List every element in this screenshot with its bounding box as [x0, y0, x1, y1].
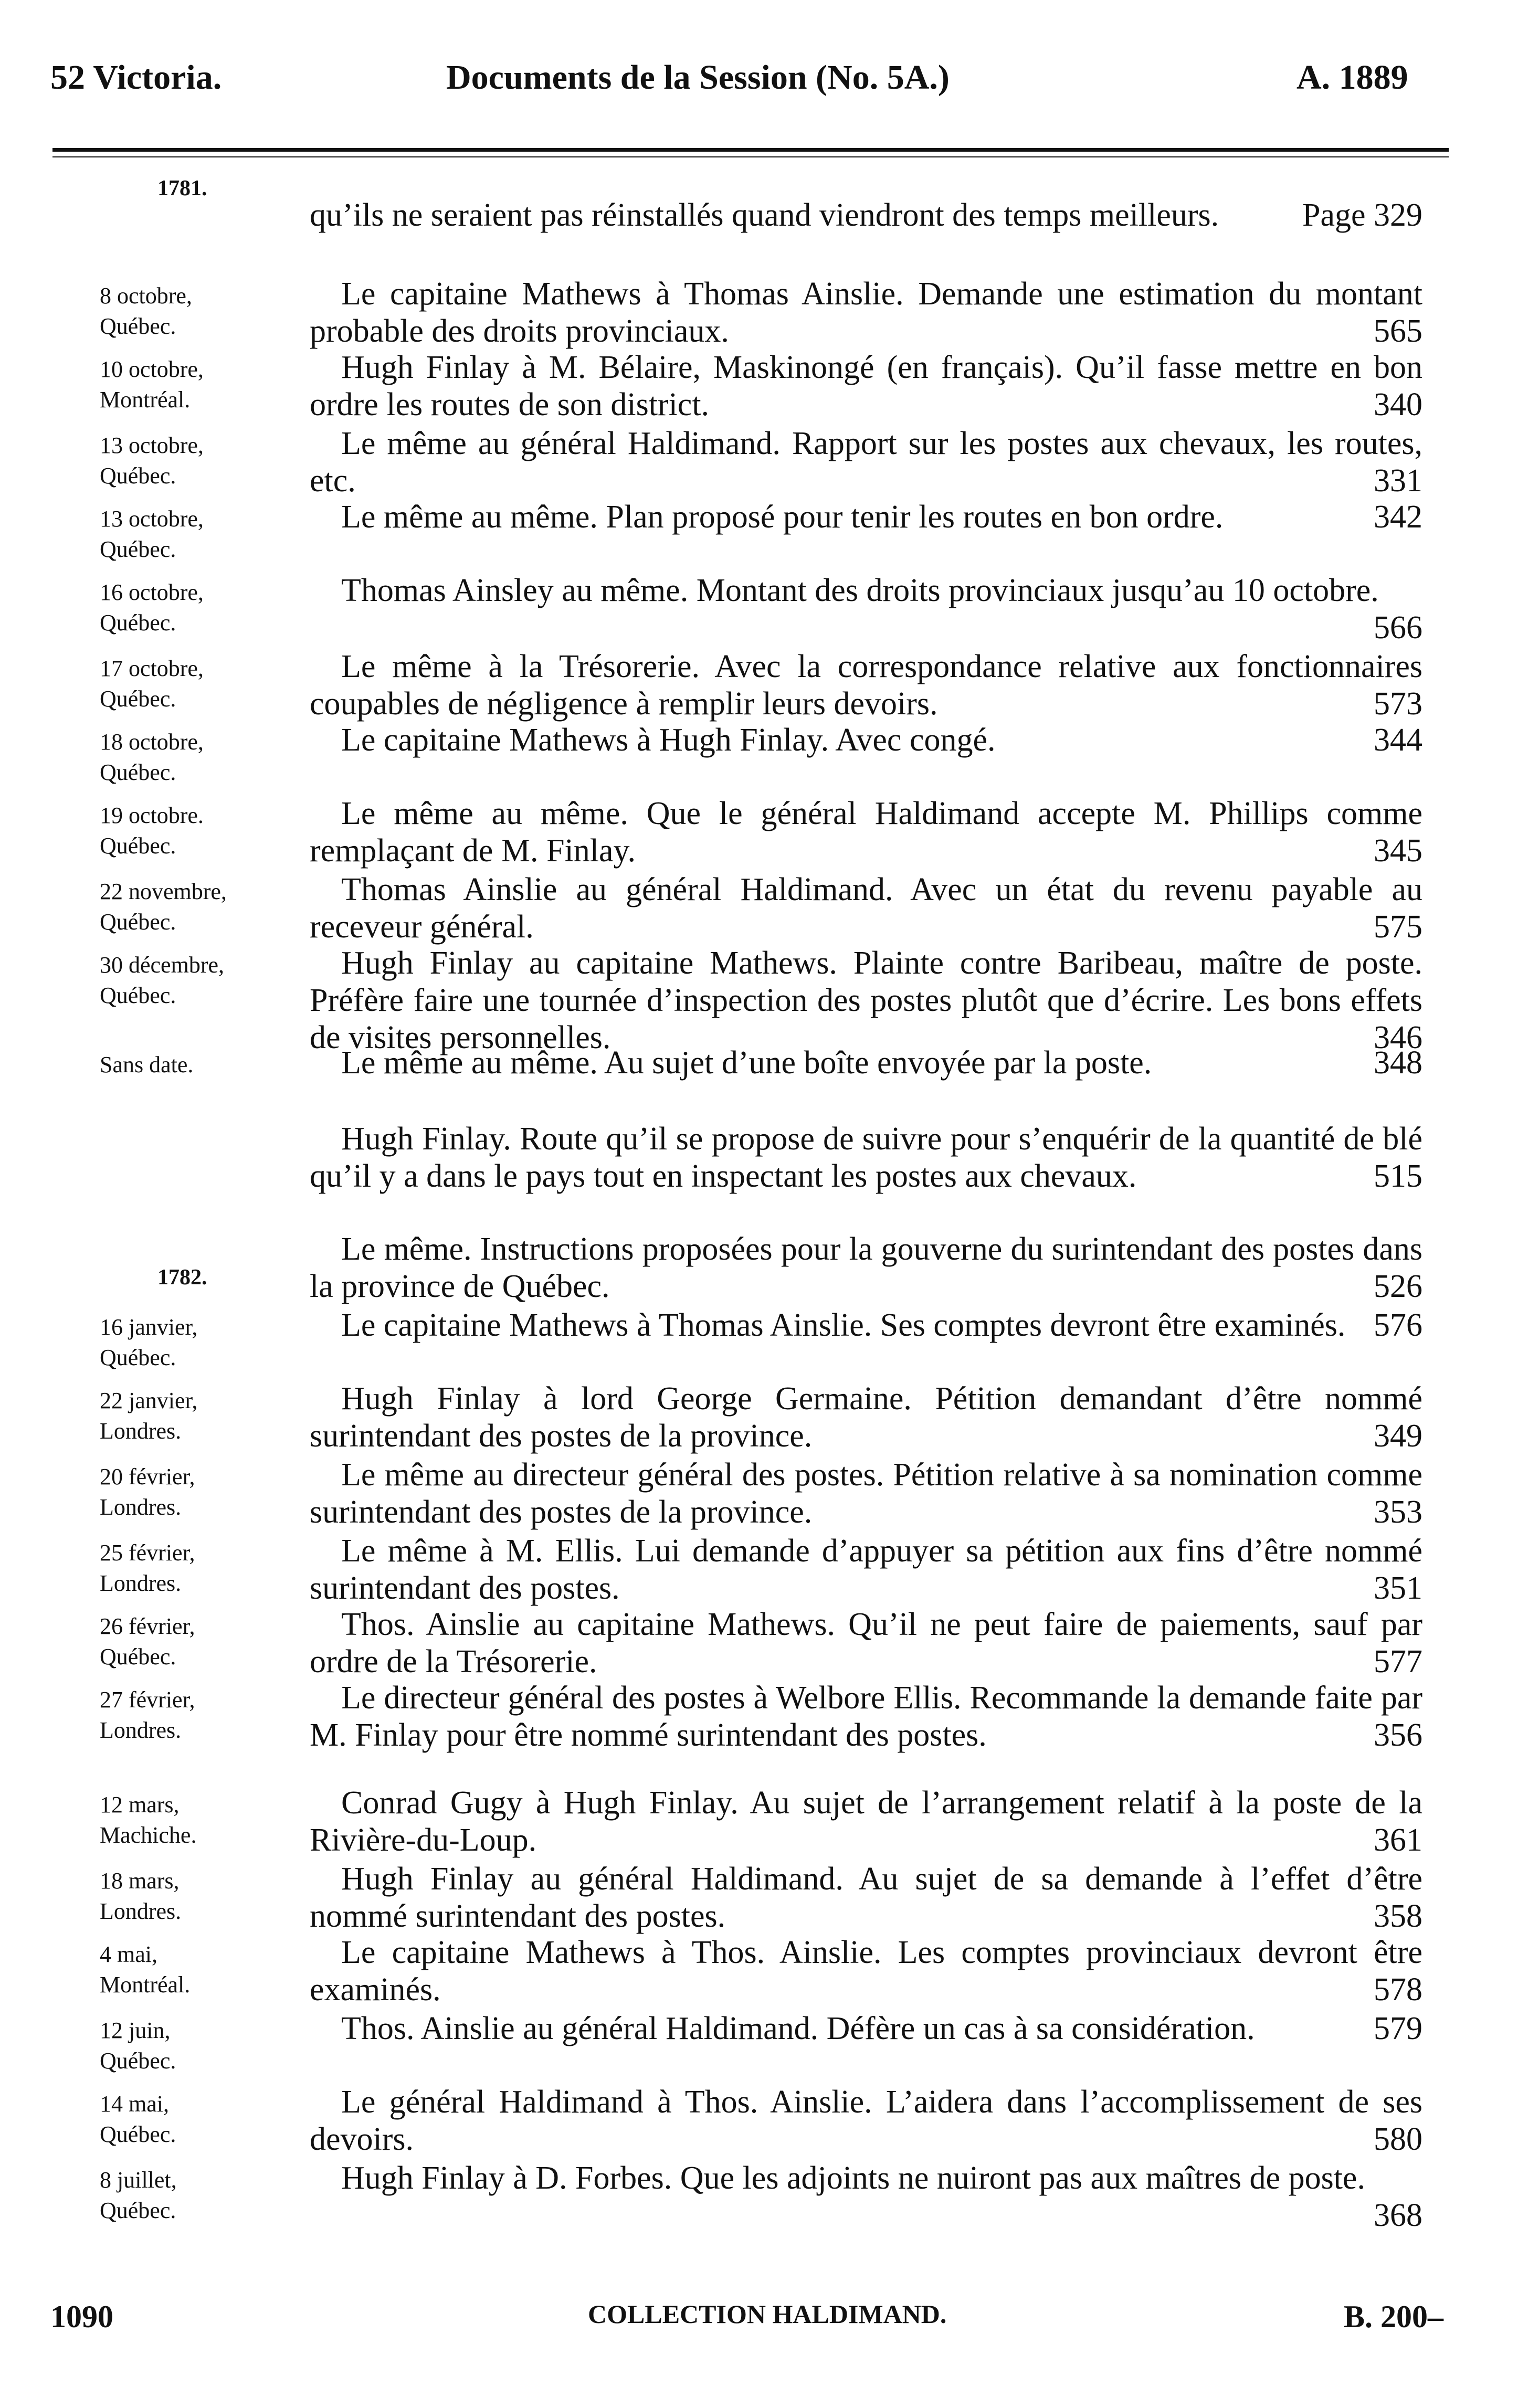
entry-text: [310, 1606, 1422, 1681]
entry-date-day: 18 mars,: [100, 1868, 180, 1894]
entry-date-day: 16 janvier,: [100, 1314, 198, 1340]
entry-text: [310, 1934, 1422, 2009]
entry-date: [100, 430, 299, 491]
entry-description: Hugh Finlay au capitaine Mathews. Plainte contre Baribeau, maître de poste. Préfère faire une tournée d’inspection des postes plutôt que d’écrire. Les bons effets de visites personnelles.: [310, 945, 1422, 1055]
entry-date-place: Londres.: [100, 1418, 182, 1444]
entry-date-day: 10 octobre,: [100, 356, 204, 382]
entry-description: Hugh Finlay. Route qu’il se propose de suivre pour s’enquérir de la quantité de blé qu’il y a dans le pays tout en inspectant les postes aux chevaux.: [310, 1121, 1422, 1194]
entry-text: [310, 1231, 1422, 1305]
entry-date-place: Londres.: [100, 1898, 182, 1924]
entry-text: [310, 276, 1422, 350]
entry-date-place: Québec.: [100, 1644, 176, 1670]
entry-description: Hugh Finlay à lord George Germaine. Pétition demandant d’être nommé surintendant des postes de la province.: [310, 1381, 1422, 1454]
entry-page-ref: 573: [1374, 686, 1422, 722]
entry-date: [100, 354, 299, 415]
entry-date-place: Québec.: [100, 313, 176, 339]
entry-text: [310, 1380, 1422, 1455]
entry-page-ref: 349: [1374, 1418, 1422, 1454]
entry-date-day: 13 octobre,: [100, 432, 204, 458]
entry-date: [100, 1538, 299, 1599]
entry-page-ref: 358: [1374, 1898, 1422, 1934]
entry-page-ref: 356: [1374, 1717, 1422, 1753]
year-heading: 1782.: [157, 1265, 207, 1290]
entry-date: [100, 577, 299, 638]
entry-description: Le même au général Haldimand. Rapport sur les postes aux chevaux, les routes, etc.: [310, 426, 1422, 499]
entry-page-ref: 579: [1374, 2011, 1422, 2046]
entry-description: Le même à la Trésorerie. Avec la correspondance relative aux fonctionnaires coupables de négligence à remplir leurs devoirs.: [310, 649, 1422, 722]
entry-date-day: 27 février,: [100, 1687, 195, 1713]
entry-page-ref: 340: [1374, 387, 1422, 423]
entry-date-day: 19 octobre.: [100, 802, 204, 828]
entry-date-place: Londres.: [100, 1570, 182, 1596]
entry-page-ref: Page 329: [1302, 197, 1422, 233]
entry-date-place: Québec.: [100, 1345, 176, 1370]
entry-date-place: Montréal.: [100, 387, 191, 413]
entry-page-ref: 578: [1374, 1972, 1422, 2008]
entry-description: Le capitaine Mathews à Hugh Finlay. Avec congé.: [341, 722, 996, 758]
entry-page-ref: 346: [1374, 1020, 1422, 1055]
entry-date-place: Québec.: [100, 686, 176, 712]
entry-page-ref: 368: [1374, 2198, 1422, 2233]
entry-date-place: Montréal.: [100, 1972, 191, 1998]
entry-date-day: 30 décembre,: [100, 952, 224, 978]
entry-page-ref: 515: [1374, 1158, 1422, 1194]
entry-text: [310, 1044, 1422, 1082]
entry-date-place: Québec.: [100, 909, 176, 935]
entry-description: Le capitaine Mathews à Thomas Ainslie. Demande une estimation du montant probable des droits provinciaux.: [310, 276, 1422, 349]
entry-text: [310, 2160, 1422, 2234]
entry-page-ref: 526: [1374, 1269, 1422, 1304]
entry-date-day: 22 janvier,: [100, 1388, 198, 1413]
entry-date: [100, 1790, 299, 1851]
entry-date: [100, 1611, 299, 1672]
entry-date-day: 16 octobre,: [100, 579, 204, 605]
entry-date-day: 8 octobre,: [100, 283, 192, 309]
entry-description: qu’ils ne seraient pas réinstallés quand viendront des temps meilleurs.: [310, 197, 1219, 233]
entry-description: Thomas Ainsley au même. Montant des droits provinciaux jusqu’au 10 octobre.: [341, 573, 1379, 608]
entry-description: Le directeur général des postes à Welbore Ellis. Recommande la demande faite par M. Finlay pour être nommé surintendant des postes.: [310, 1680, 1422, 1753]
entry-date-place: Québec.: [100, 610, 176, 636]
entry-date-place: Québec.: [100, 833, 176, 859]
footer-page-number: 1090: [50, 2299, 113, 2334]
entry-description: Le même. Instructions proposées pour la gouverne du surintendant des postes dans la province de Québec.: [310, 1231, 1422, 1304]
entry-date: [100, 2015, 299, 2076]
entry-date-day: 12 mars,: [100, 1792, 180, 1818]
entry-date-day: 12 juin,: [100, 2018, 171, 2043]
entry-description: Le même au même. Que le général Haldimand accepte M. Phillips comme remplaçant de M. Finlay.: [310, 796, 1422, 869]
entry-date: [100, 800, 299, 861]
entry-date: [100, 1050, 299, 1080]
entry-description: Le même au même. Plan proposé pour tenir les routes en bon ordre.: [341, 499, 1224, 535]
entry-date: [100, 876, 299, 937]
entry-text: [310, 945, 1422, 1057]
entry-date: [100, 1939, 299, 2000]
entry-description: Thos. Ainslie au capitaine Mathews. Qu’il ne peut faire de paiements, sauf par ordre de la Trésorerie.: [310, 1607, 1422, 1680]
entry-text: [310, 499, 1422, 536]
entry-text: [310, 1307, 1422, 1344]
entry-text: [310, 871, 1422, 946]
entry-date: [100, 1386, 299, 1446]
entry-date-place: Québec.: [100, 2048, 176, 2074]
footer-collection: COLLECTION HALDIMAND.: [588, 2299, 947, 2329]
entry-page-ref: 348: [1374, 1045, 1422, 1081]
entry-date-place: Machiche.: [100, 1822, 197, 1848]
entry-date-day: 20 février,: [100, 1464, 195, 1490]
entry-date-place: Londres.: [100, 1717, 182, 1743]
header-year: A. 1889: [1296, 58, 1408, 97]
entry-date: [100, 653, 299, 714]
entry-text: [310, 1861, 1422, 1935]
entry-page-ref: 345: [1374, 833, 1422, 869]
entry-date: [100, 950, 299, 1011]
entry-date: [100, 1312, 299, 1373]
entry-text: [310, 1456, 1422, 1531]
entry-page-ref: 353: [1374, 1494, 1422, 1530]
entry-description: Hugh Finlay à D. Forbes. Que les adjoints ne nuiront pas aux maîtres de poste.: [341, 2160, 1365, 2196]
entry-date-day: 18 octobre,: [100, 729, 204, 755]
entry-description: Le capitaine Mathews à Thos. Ainslie. Les comptes provinciaux devront être examinés.: [310, 1935, 1422, 2008]
entry-text: [310, 648, 1422, 723]
entry-description: Thos. Ainslie au général Haldimand. Défère un cas à sa considération.: [341, 2011, 1255, 2046]
entry-date-day: 4 mai,: [100, 1941, 157, 1967]
entry-text: [310, 795, 1422, 870]
entry-date: [100, 2165, 299, 2226]
entry-description: Hugh Finlay à M. Bélaire, Maskinongé (en français). Qu’il fasse mettre en bon ordre les routes de son district.: [310, 350, 1422, 423]
entry-date-day: 22 novembre,: [100, 879, 227, 904]
entry-text: [310, 2010, 1422, 2047]
entry-text: [310, 2084, 1422, 2158]
entry-date: [100, 727, 299, 788]
entry-text: [310, 197, 1422, 234]
entry-page-ref: 576: [1374, 1307, 1422, 1343]
entry-description: Le général Haldimand à Thos. Ainslie. L’aidera dans l’accomplissement de ses devoirs.: [310, 2084, 1422, 2157]
entry-text: [310, 425, 1422, 500]
entry-date: [100, 281, 299, 342]
header-volume: 52 Victoria.: [50, 58, 222, 97]
entry-page-ref: 577: [1374, 1644, 1422, 1680]
entry-date-place: Québec.: [100, 2198, 176, 2223]
entry-text: [310, 1533, 1422, 1607]
entry-text: [310, 1784, 1422, 1859]
entry-text: [310, 1121, 1422, 1195]
entry-date-place: Québec.: [100, 536, 176, 562]
entry-date-day: 14 mai,: [100, 2091, 169, 2117]
entry-date: [100, 504, 299, 565]
entry-description: Le capitaine Mathews à Thomas Ainslie. Ses comptes devront être examinés.: [341, 1307, 1346, 1343]
entry-page-ref: 342: [1374, 499, 1422, 535]
entry-date: [100, 1866, 299, 1927]
entry-date-place: Québec.: [100, 463, 176, 489]
entry-date-day: 17 octobre,: [100, 656, 204, 681]
entry-date: [100, 2089, 299, 2150]
entry-date: [100, 1685, 299, 1746]
header-title: Documents de la Session (No. 5A.): [446, 58, 950, 97]
entry-date: [100, 1462, 299, 1523]
entry-text: [310, 572, 1422, 647]
entry-date-place: Québec.: [100, 983, 176, 1008]
entry-date-place: Québec.: [100, 2121, 176, 2147]
entry-description: Hugh Finlay au général Haldimand. Au sujet de sa demande à l’effet d’être nommé surintendant des postes.: [310, 1861, 1422, 1934]
entry-page-ref: 351: [1374, 1570, 1422, 1606]
entry-date-day: 26 février,: [100, 1613, 195, 1639]
entry-text: [310, 722, 1422, 759]
entry-page-ref: 361: [1374, 1822, 1422, 1858]
entry-page-ref: 580: [1374, 2121, 1422, 2157]
entry-text: [310, 1680, 1422, 1754]
entry-date-place: Londres.: [100, 1494, 182, 1520]
entry-page-ref: 566: [1374, 610, 1422, 646]
entry-date-day: 25 février,: [100, 1540, 195, 1566]
entry-page-ref: 344: [1374, 722, 1422, 758]
entry-page-ref: 565: [1374, 313, 1422, 349]
entry-date-day: Sans date.: [100, 1052, 194, 1078]
entry-description: Le même au directeur général des postes. Pétition relative à sa nomination comme surintendant des postes de la province.: [310, 1457, 1422, 1530]
entry-page-ref: 331: [1374, 463, 1422, 499]
entry-date-day: 8 juillet,: [100, 2167, 177, 2193]
footer-signature: B. 200–: [1344, 2299, 1444, 2334]
entry-description: Le même à M. Ellis. Lui demande d’appuyer sa pétition aux fins d’être nommé surintendant des postes.: [310, 1533, 1422, 1606]
entry-text: [310, 349, 1422, 424]
year-heading: 1781.: [157, 176, 207, 200]
entry-description: Thomas Ainslie au général Haldimand. Avec un état du revenu payable au receveur général.: [310, 872, 1422, 945]
entry-description: Conrad Gugy à Hugh Finlay. Au sujet de l’arrangement relatif à la poste de la Rivière-du-Loup.: [310, 1785, 1422, 1858]
entry-date-day: 13 octobre,: [100, 506, 204, 532]
entry-page-ref: 575: [1374, 909, 1422, 945]
entry-description: Le même au même. Au sujet d’une boîte envoyée par la poste.: [341, 1045, 1152, 1081]
entry-date-place: Québec.: [100, 759, 176, 785]
